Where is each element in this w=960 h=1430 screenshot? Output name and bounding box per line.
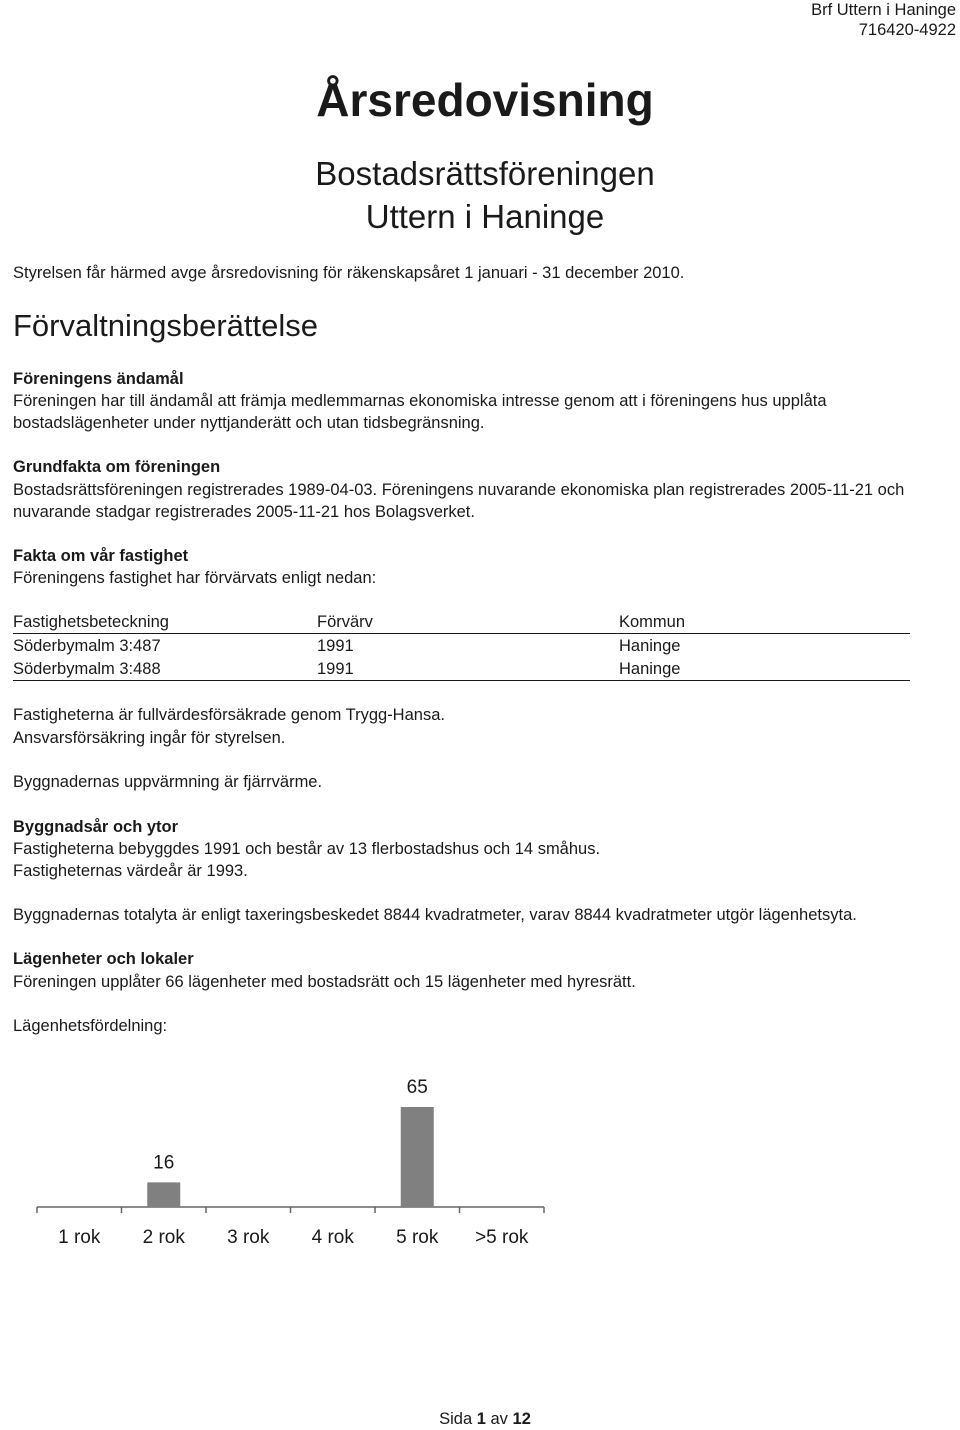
table-cell-municipality: Haninge bbox=[619, 660, 681, 678]
header-org-number: 716420-4922 bbox=[858, 21, 956, 39]
document-title: Årsredovisning bbox=[316, 74, 654, 126]
x-tick-label: 5 rok bbox=[396, 1227, 439, 1248]
table-cell-designation: Söderbymalm 3:488 bbox=[13, 660, 161, 678]
x-tick-label: 1 rok bbox=[58, 1227, 101, 1248]
header-organization: Brf Uttern i Haninge bbox=[811, 1, 956, 19]
heating-text: Byggnadernas uppvärmning är fjärrvärme. bbox=[13, 773, 323, 791]
table-cell-designation: Söderbymalm 3:487 bbox=[13, 637, 161, 655]
document-subtitle-line-2: Uttern i Haninge bbox=[365, 198, 605, 235]
insurance-line-1: Fastigheterna är fullvärdesförsäkrade genom Trygg-Hansa. bbox=[13, 706, 445, 724]
x-tick-label: 3 rok bbox=[227, 1227, 270, 1248]
building-line-2: Fastigheternas värdeår är 1993. bbox=[13, 862, 248, 880]
table-cell-acquisition: 1991 bbox=[317, 660, 354, 678]
building-heading: Byggnadsår och ytor bbox=[13, 818, 179, 836]
basic-facts-line-1: Bostadsrättsföreningen registrerades 1989-04-03. Föreningens nuvarande ekonomiska plan registrerades 2005-11-21 och bbox=[13, 481, 905, 499]
x-tick-label: 2 rok bbox=[142, 1227, 185, 1248]
data-label: 16 bbox=[153, 1152, 175, 1174]
footer-separator: av bbox=[490, 1410, 508, 1428]
basic-facts-heading: Grundfakta om föreningen bbox=[13, 458, 221, 476]
section-title: Förvaltningsberättelse bbox=[13, 308, 318, 343]
document-subtitle-line-1: Bostadsrättsföreningen bbox=[315, 155, 655, 192]
x-tick-label: 4 rok bbox=[311, 1227, 354, 1248]
table-header-acquisition: Förvärv bbox=[317, 613, 373, 631]
table-cell-acquisition: 1991 bbox=[317, 637, 354, 655]
property-heading: Fakta om vår fastighet bbox=[13, 547, 189, 565]
footer-prefix: Sida bbox=[439, 1410, 473, 1428]
footer-page-number: 1 bbox=[476, 1410, 486, 1428]
table-header-rule bbox=[13, 633, 910, 634]
apartments-heading: Lägenheter och lokaler bbox=[13, 950, 194, 968]
purpose-text-line-1: Föreningen har till ändamål att främja medlemmarnas ekonomiska intresse genom att i föreningens hus upplåta bbox=[13, 392, 827, 410]
property-intro: Föreningens fastighet har förvärvats enligt nedan: bbox=[13, 569, 377, 587]
building-area-text: Byggnadernas totalyta är enligt taxeringsbeskedet 8844 kvadratmeter, varav 8844 kvadratmeter utgör lägenhetsyta. bbox=[13, 906, 857, 924]
apartments-text: Föreningen upplåter 66 lägenheter med bostadsrätt och 15 lägenheter med hyresrätt. bbox=[13, 973, 636, 991]
bar bbox=[401, 1107, 434, 1207]
data-label: 65 bbox=[406, 1077, 428, 1098]
page-footer bbox=[0, 1408, 960, 1430]
footer-page-total: 12 bbox=[512, 1410, 531, 1428]
purpose-heading: Föreningens ändamål bbox=[13, 370, 184, 388]
purpose-text-line-2: bostadslägenheter under nyttjanderätt och utan tidsbegränsning. bbox=[13, 414, 485, 432]
distribution-label: Lägenhetsfördelning: bbox=[13, 1017, 168, 1035]
apartment-distribution-chart bbox=[0, 1040, 600, 1270]
insurance-line-2: Ansvarsförsäkring ingår för styrelsen. bbox=[13, 729, 286, 747]
table-header-designation: Fastighetsbeteckning bbox=[13, 613, 169, 631]
x-tick-label: >5 rok bbox=[475, 1227, 529, 1248]
basic-facts-line-2: nuvarande stadgar registrerades 2005-11-21 hos Bolagsverket. bbox=[13, 503, 475, 521]
table-cell-municipality: Haninge bbox=[619, 637, 681, 655]
bar bbox=[147, 1182, 180, 1207]
intro-text: Styrelsen får härmed avge årsredovisning för räkenskapsåret 1 januari - 31 december 2010. bbox=[13, 264, 685, 282]
table-bottom-rule bbox=[13, 680, 910, 681]
table-header-municipality: Kommun bbox=[619, 613, 686, 631]
building-line-1: Fastigheterna bebyggdes 1991 och består av 13 flerbostadshus och 14 småhus. bbox=[13, 840, 601, 858]
